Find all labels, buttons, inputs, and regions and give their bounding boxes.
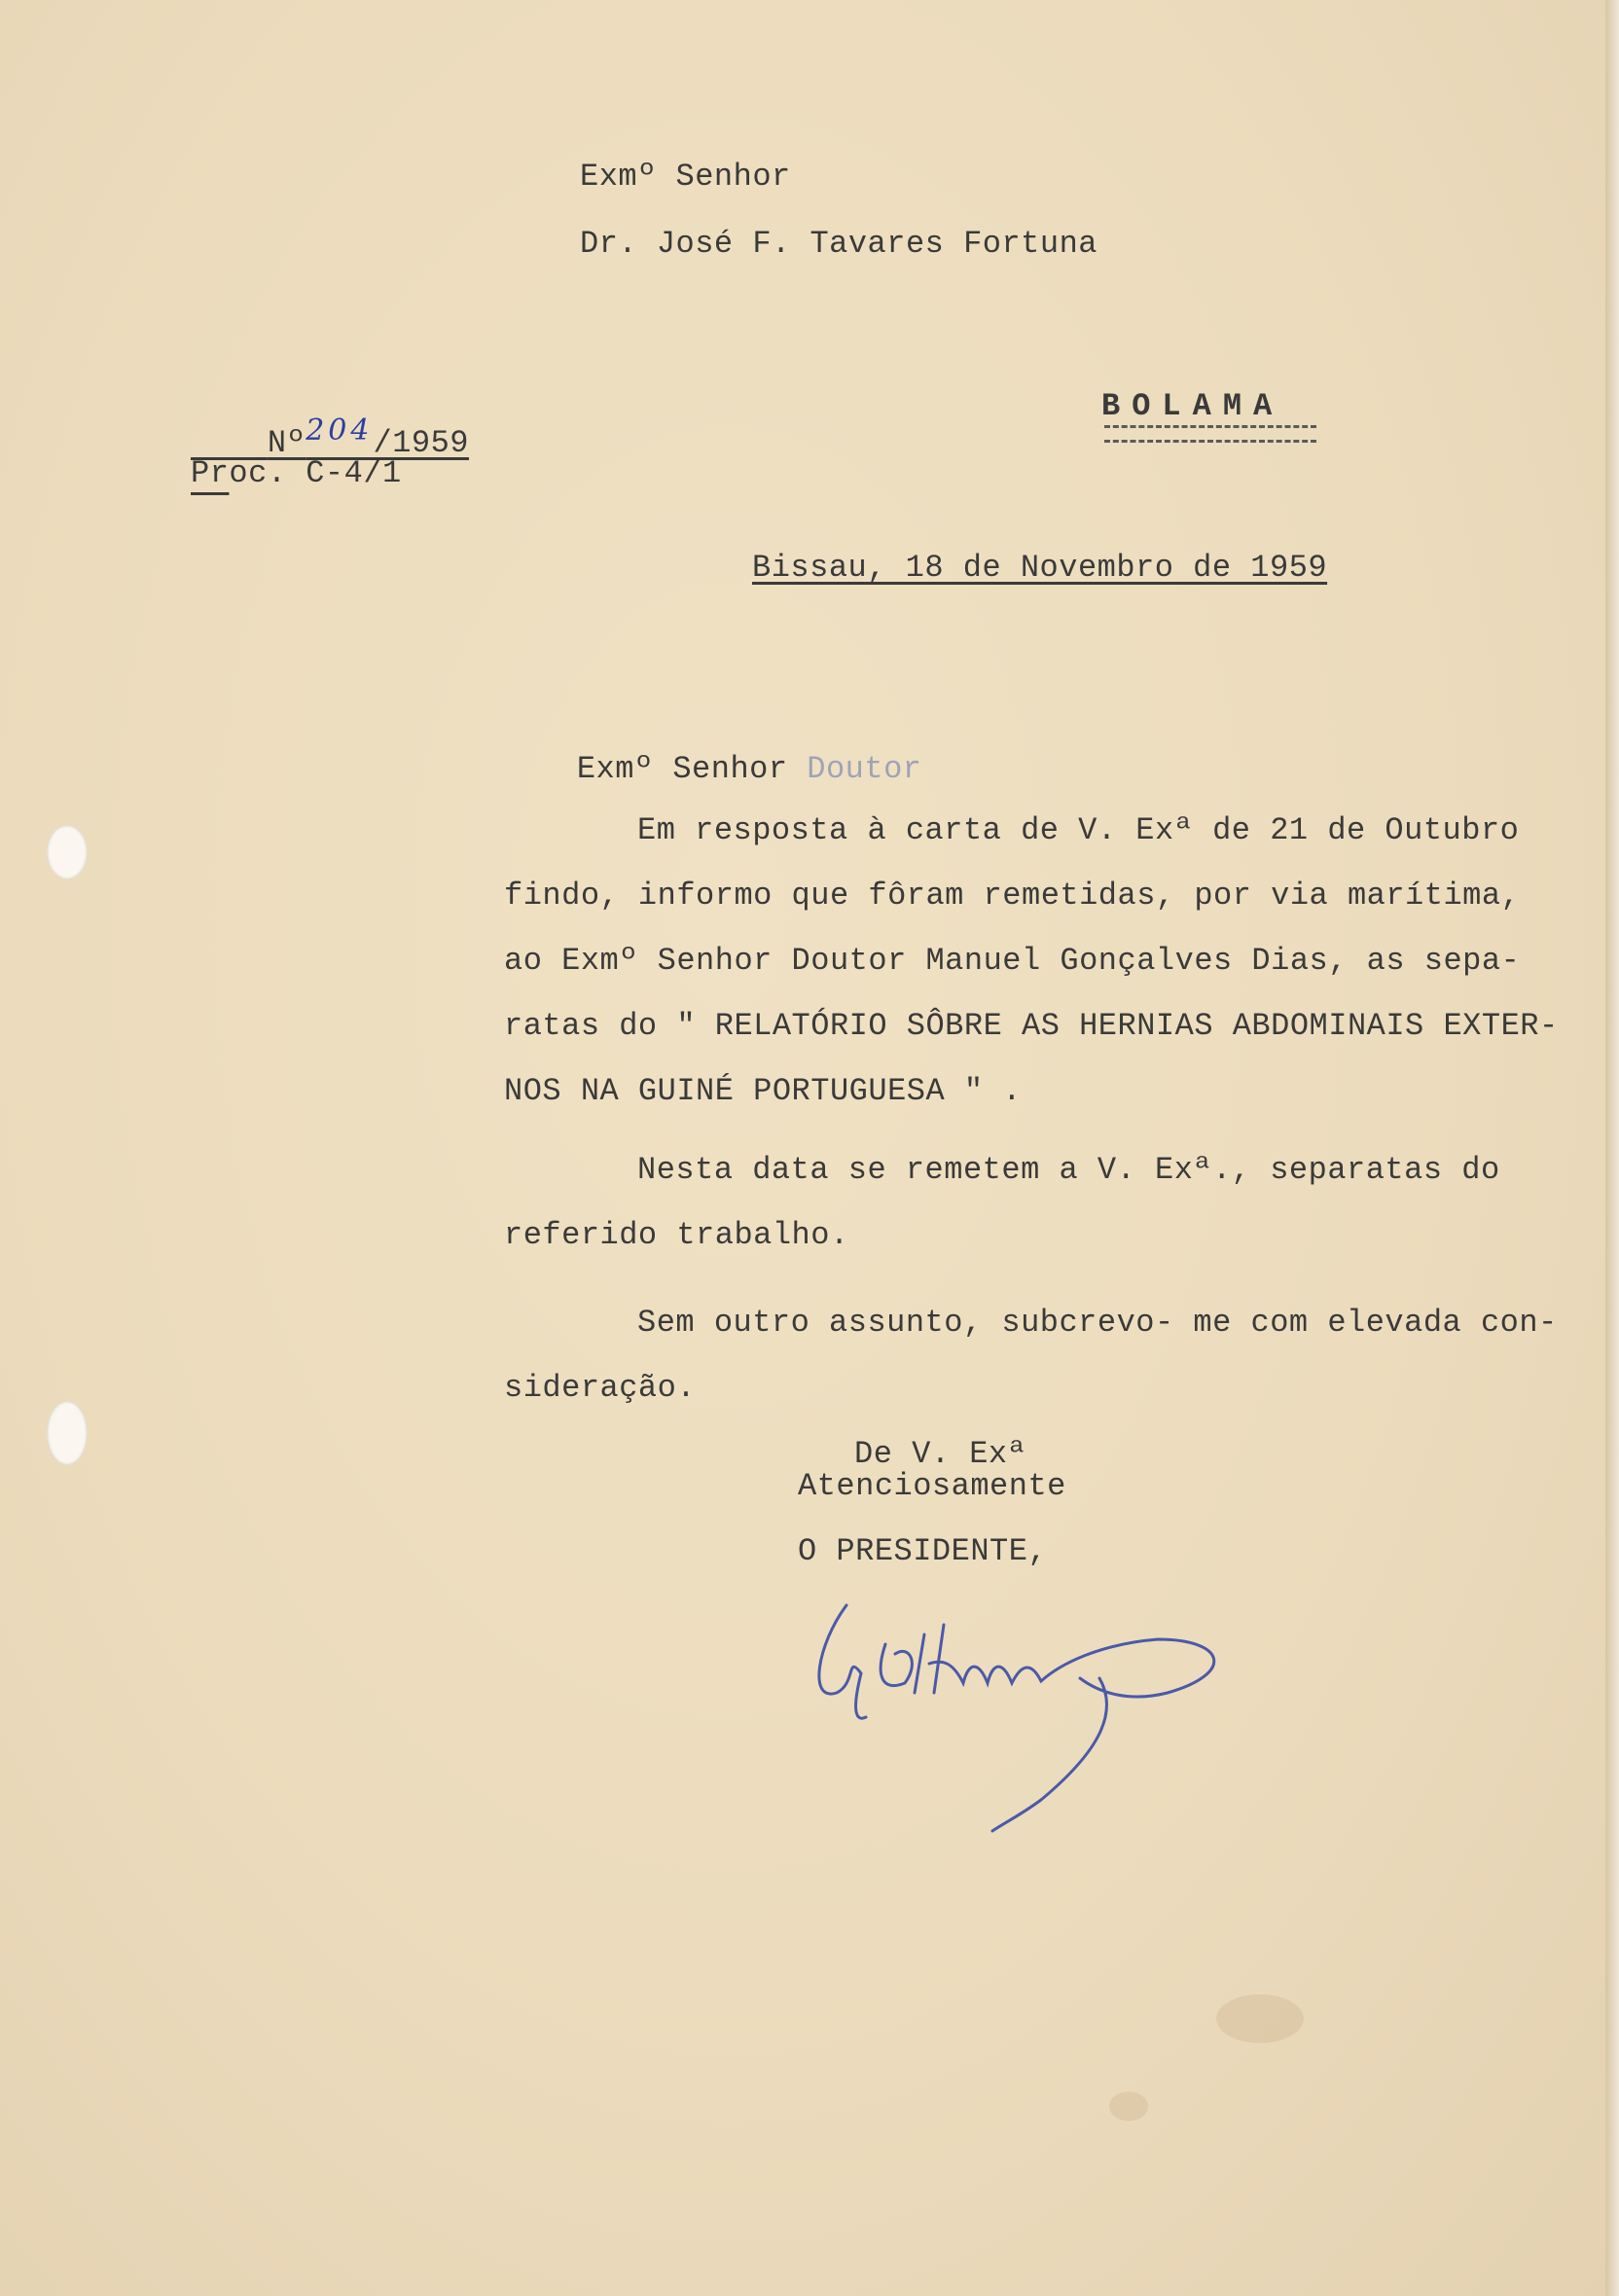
greeting [500,717,921,822]
body-line-1: Em resposta à carta de V. Exª de 21 de Outubro [637,812,1520,848]
destination-double-underline [1104,425,1316,443]
paper-stain [1109,2092,1148,2121]
body-line-5: NOS NA GUINÉ PORTUGUESA " . [504,1073,1022,1109]
body-line-8: Sem outro assunto, subcrevo- me com elevada con- [637,1305,1558,1341]
body-line-2: findo, informo que fôram remetidas, por via marítima, [504,878,1521,914]
paper-stain [1216,1994,1304,2043]
reference-year: /1959 [373,425,469,461]
place-date: Bissau, 18 de Novembro de 1959 [752,550,1328,586]
recipient-name: Dr. José F. Tavares Fortuna [580,226,1097,262]
body-line-4: ratas do " RELATÓRIO SÔBRE AS HERNIAS ABDOMINAIS EXTER- [504,1008,1559,1044]
closing-line-2: Atenciosamente [798,1468,1066,1504]
body-line-9: sideração. [504,1370,697,1406]
punch-hole-top [47,825,88,879]
destination: BOLAMA [1101,388,1284,424]
reference-prefix: Nº [267,425,306,461]
greeting-faint: Doutor [807,751,922,787]
closing-line-3: O PRESIDENTE, [798,1533,1048,1569]
punch-hole-bottom [47,1401,88,1465]
greeting-text: Exmº Senhor [576,751,788,787]
closing-line-1: De V. Exª [854,1436,1027,1472]
body-line-6: Nesta data se remetem a V. Exª., separatas do [637,1152,1500,1188]
recipient-salutation: Exmº Senhor [580,159,791,195]
reference-handwritten: 204 [306,413,374,448]
handwritten-signature [808,1586,1245,1839]
page-edge [1605,0,1619,2296]
body-line-7: referido trabalho. [504,1217,849,1253]
body-line-3: ao Exmº Senhor Doutor Manuel Gonçalves Dias, as sepa- [504,943,1521,979]
proc-number: Proc. C-4/1 [191,455,402,491]
